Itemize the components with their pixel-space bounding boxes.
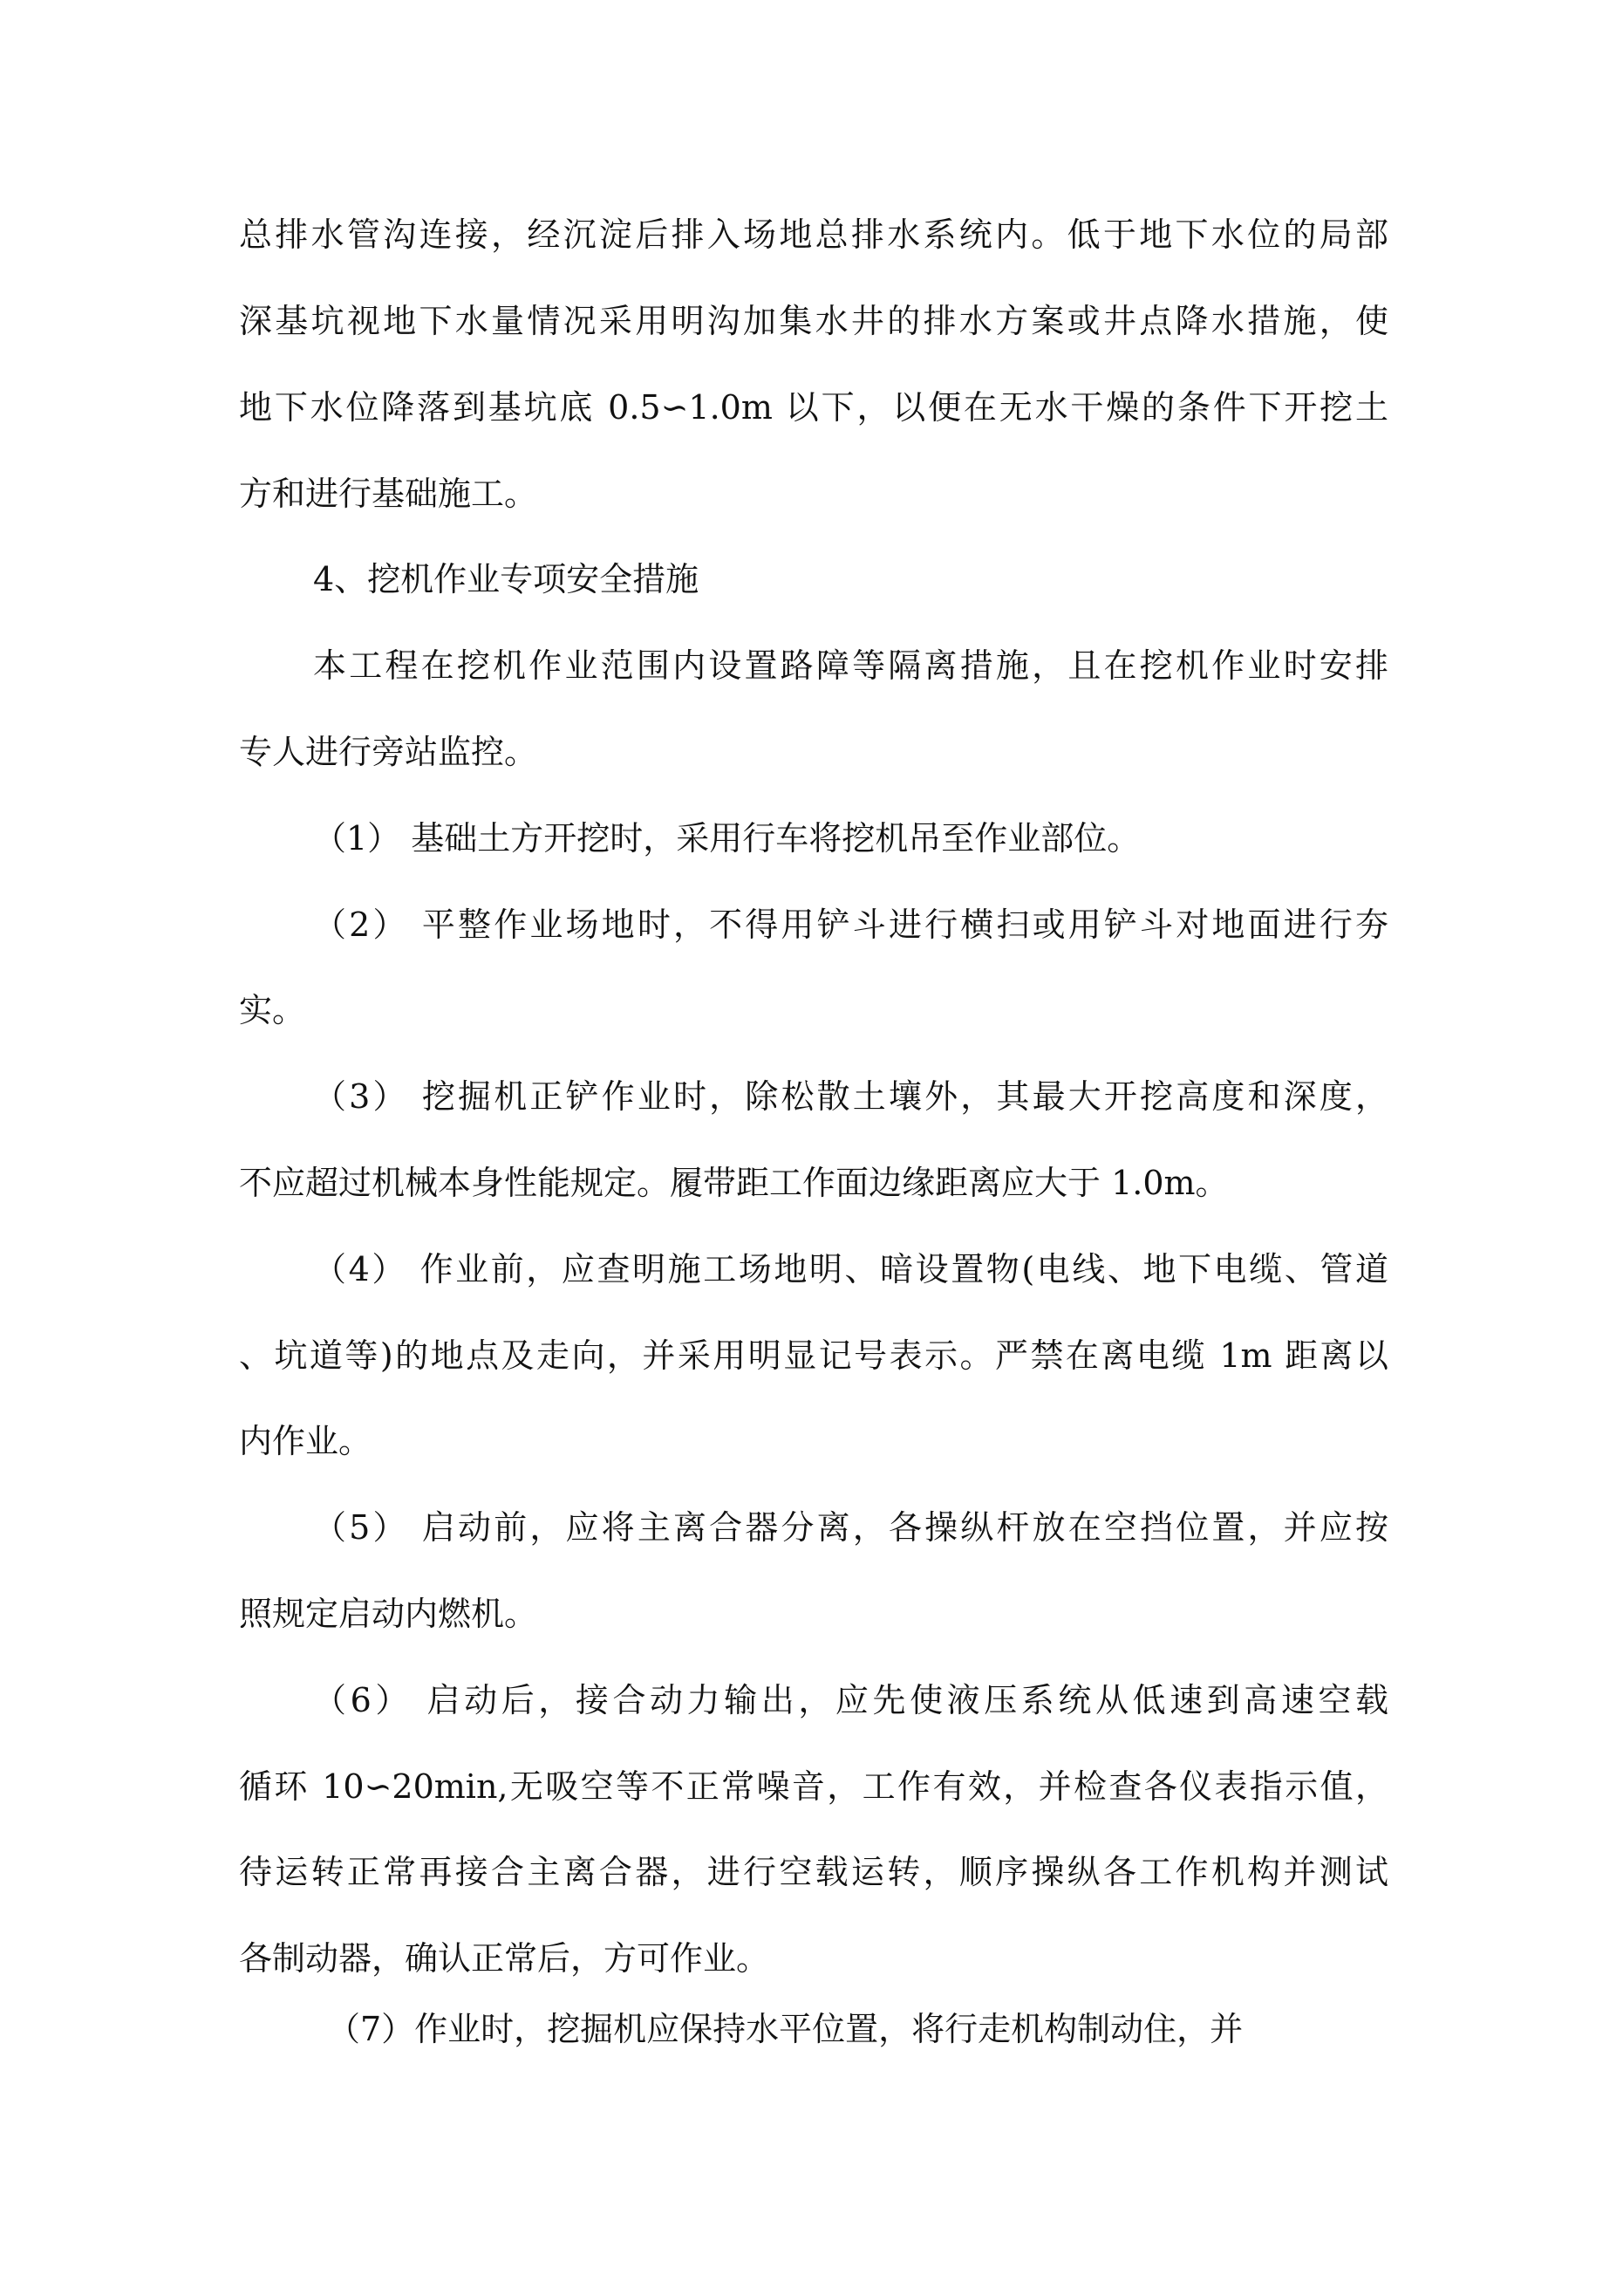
paragraph-line: 照规定启动内燃机。 <box>239 1595 538 1633</box>
list-item-1: （1） 基础土方开挖时，采用行车将挖机吊至作业部位。 <box>313 819 1141 858</box>
list-item-2: （2） 平整作业场地时，不得用铲斗进行横扫或用铲斗对地面进行夯 <box>313 905 1388 944</box>
paragraph-line: 专人进行旁站监控。 <box>239 733 538 771</box>
paragraph-line: 总排水管沟连接，经沉淀后排入场地总排水系统内。低于地下水位的局部 <box>239 215 1388 254</box>
list-item-6: （6） 启动后，接合动力输出，应先使液压系统从低速到高速空载 <box>313 1681 1388 1719</box>
paragraph-line: 深基坑视地下水量情况采用明沟加集水井的排水方案或井点降水措施，使 <box>239 302 1388 340</box>
list-item-3: （3） 挖掘机正铲作业时，除松散土壤外，其最大开挖高度和深度， <box>313 1077 1388 1116</box>
paragraph-line: 循环 10∽20min,无吸空等不正常噪音，工作有效，并检查各仪表指示值， <box>239 1767 1388 1806</box>
paragraph-line: 方和进行基础施工。 <box>239 475 538 513</box>
paragraph-line: 本工程在挖机作业范围内设置路障等隔离措施，且在挖机作业时安排 <box>313 646 1388 685</box>
section-heading: 4、挖机作业专项安全措施 <box>313 560 699 598</box>
list-item-5: （5） 启动前，应将主离合器分离，各操纵杆放在空挡位置，并应按 <box>313 1508 1388 1547</box>
paragraph-line: 地下水位降落到基坑底 0.5∽1.0m 以下，以便在无水干燥的条件下开挖土 <box>239 388 1388 427</box>
list-item-7: （7）作业时，挖掘机应保持水平位置，将行走机构制动住，并 <box>327 2010 1244 2048</box>
paragraph-line: 不应超过机械本身性能规定。履带距工作面边缘距离应大于 1.0m。 <box>239 1164 1229 1202</box>
paragraph-line: 待运转正常再接合主离合器，进行空载运转，顺序操纵各工作机构并测试 <box>239 1853 1388 1891</box>
paragraph-line: 实。 <box>239 991 306 1029</box>
paragraph-line: 内作业。 <box>239 1422 372 1460</box>
paragraph-line: 、坑道等)的地点及走向，并采用明显记号表示。严禁在离电缆 1m 距离以 <box>239 1336 1388 1375</box>
paragraph-line: 各制动器，确认正常后，方可作业。 <box>239 1939 770 1978</box>
list-item-4: （4） 作业前，应查明施工场地明、暗设置物(电线、地下电缆、管道 <box>313 1250 1388 1288</box>
